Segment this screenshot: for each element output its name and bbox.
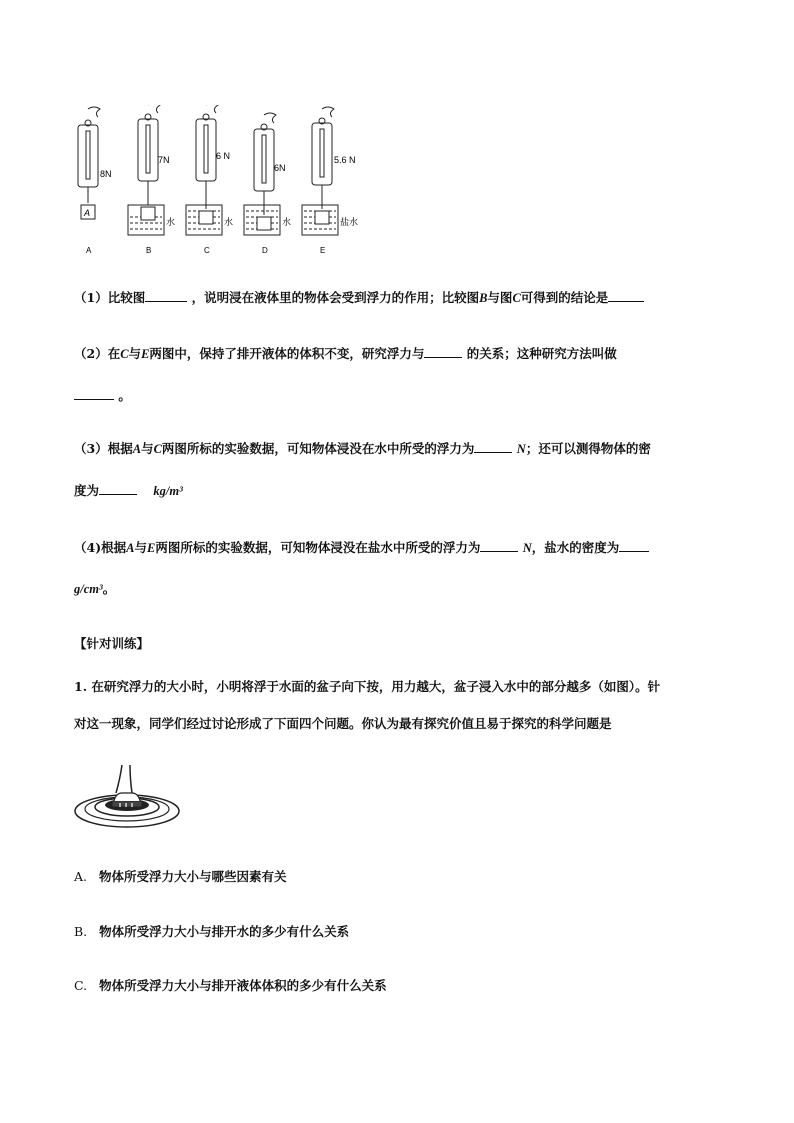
option-c[interactable]: [74, 978, 387, 994]
q2-suffix: 的关系；这种研究方法叫做: [466, 346, 617, 361]
label-b: B: [146, 246, 152, 255]
question-4: [74, 540, 649, 556]
q3-prefix: （3）根据: [74, 441, 133, 456]
question-2-line-2: [74, 388, 131, 404]
option-c-text: 物体所受浮力大小与排开液体体积的多少有什么关系: [99, 978, 387, 993]
q2-prefix: （2）在: [74, 346, 121, 361]
setup-a: [78, 107, 112, 255]
q2-middle: 两图中，保持了排开液体的体积不变，研究浮力与: [149, 346, 425, 361]
q3-suffix: ；还可以测得物体的密: [525, 441, 651, 456]
label-e: E: [320, 246, 326, 255]
setup-e: [302, 107, 358, 255]
question-3-line-2: [74, 483, 183, 499]
q4-unit-n: N: [522, 541, 532, 555]
option-a[interactable]: [74, 869, 287, 885]
option-a-text: 物体所受浮力大小与哪些因素有关: [99, 869, 287, 884]
q4-with: 与: [134, 540, 147, 555]
blank: [619, 540, 649, 552]
setup-c: [186, 105, 233, 255]
q2-end: 。: [118, 388, 131, 403]
q1-middle: ，说明浸在液体里的物体会受到浮力的作用；比较图: [191, 290, 480, 305]
q1-fig-b: B: [479, 291, 488, 305]
q3-with: 与: [141, 441, 154, 456]
option-a-letter: A.: [74, 869, 88, 884]
q3-fig-c: C: [153, 442, 162, 456]
blank: [424, 346, 462, 358]
reading-a: 8N: [100, 169, 112, 179]
label-d: D: [262, 246, 268, 255]
section-title: 【针对训练】: [74, 636, 150, 651]
q2-fig-c: C: [120, 347, 129, 361]
liquid-b: 水: [166, 217, 176, 227]
option-c-letter: C.: [74, 978, 88, 993]
liquid-c: 水: [224, 217, 234, 227]
question-4-line-2: [74, 581, 115, 597]
setup-d: [244, 113, 291, 255]
q4-fig-e: E: [146, 541, 156, 555]
blank: [99, 483, 137, 495]
q4-middle: 两图所标的实验数据，可知物体浸没在盐水中所受的浮力为: [155, 540, 481, 555]
label-c: C: [204, 246, 210, 255]
q4-end: 。: [102, 581, 116, 596]
object-label: A: [84, 208, 91, 218]
option-b-letter: B.: [74, 924, 88, 939]
option-b-text: 物体所受浮力大小与排开水的多少有什么关系: [99, 924, 350, 939]
q3-unit-n: N: [516, 442, 526, 456]
question-1: [74, 290, 644, 306]
q3-line-2: 度为: [74, 483, 100, 498]
blank: [145, 290, 187, 302]
liquid-e: 盐水: [340, 217, 359, 227]
q4-unit-density: g/cm³: [74, 582, 103, 596]
question-3: [74, 441, 651, 457]
q3-unit-density: kg/m³: [153, 484, 183, 498]
q1-with: 与图: [487, 290, 513, 305]
blank: [480, 540, 518, 552]
blank: [608, 290, 644, 302]
reading-d: 6N: [274, 163, 286, 173]
reading-c: 6 N: [216, 151, 231, 161]
q1-fig-c: C: [512, 291, 521, 305]
q1-suffix: 可得到的结论是: [520, 290, 609, 305]
option-b[interactable]: [74, 924, 349, 940]
reading-e: 5.6 N: [334, 155, 356, 165]
question-2: [74, 346, 617, 362]
q2-fig-e: E: [141, 347, 150, 361]
q3-middle: 两图所标的实验数据，可知物体浸没在水中所受的浮力为: [161, 441, 475, 456]
blank: [474, 441, 512, 453]
label-a: A: [86, 246, 92, 255]
q3-fig-a: A: [132, 442, 142, 456]
problem-1-line-2: 对这一现象，同学们经过讨论形成了下面四个问题。你认为最有探究价值且易于探究的科学问题是: [74, 716, 612, 731]
q1-prefix: （1）比较图: [74, 290, 146, 305]
problem-1-line-1: 1. 在研究浮力的大小时，小明将浮于水面的盆子向下按，用力越大，盆子浸入水中的部分越多（如图）。针: [74, 679, 661, 694]
q4-prefix: （4)根据: [74, 540, 127, 555]
reading-b: 7N: [158, 155, 170, 165]
liquid-d: 水: [282, 217, 292, 227]
q4-fig-a: A: [126, 541, 135, 555]
q4-suffix: ，盐水的密度为: [531, 540, 620, 555]
q2-with: 与: [128, 346, 142, 361]
setup-b: [128, 105, 175, 255]
blank: [74, 388, 114, 400]
basin-figure: [72, 763, 182, 835]
spring-scale-figure: [66, 105, 376, 260]
